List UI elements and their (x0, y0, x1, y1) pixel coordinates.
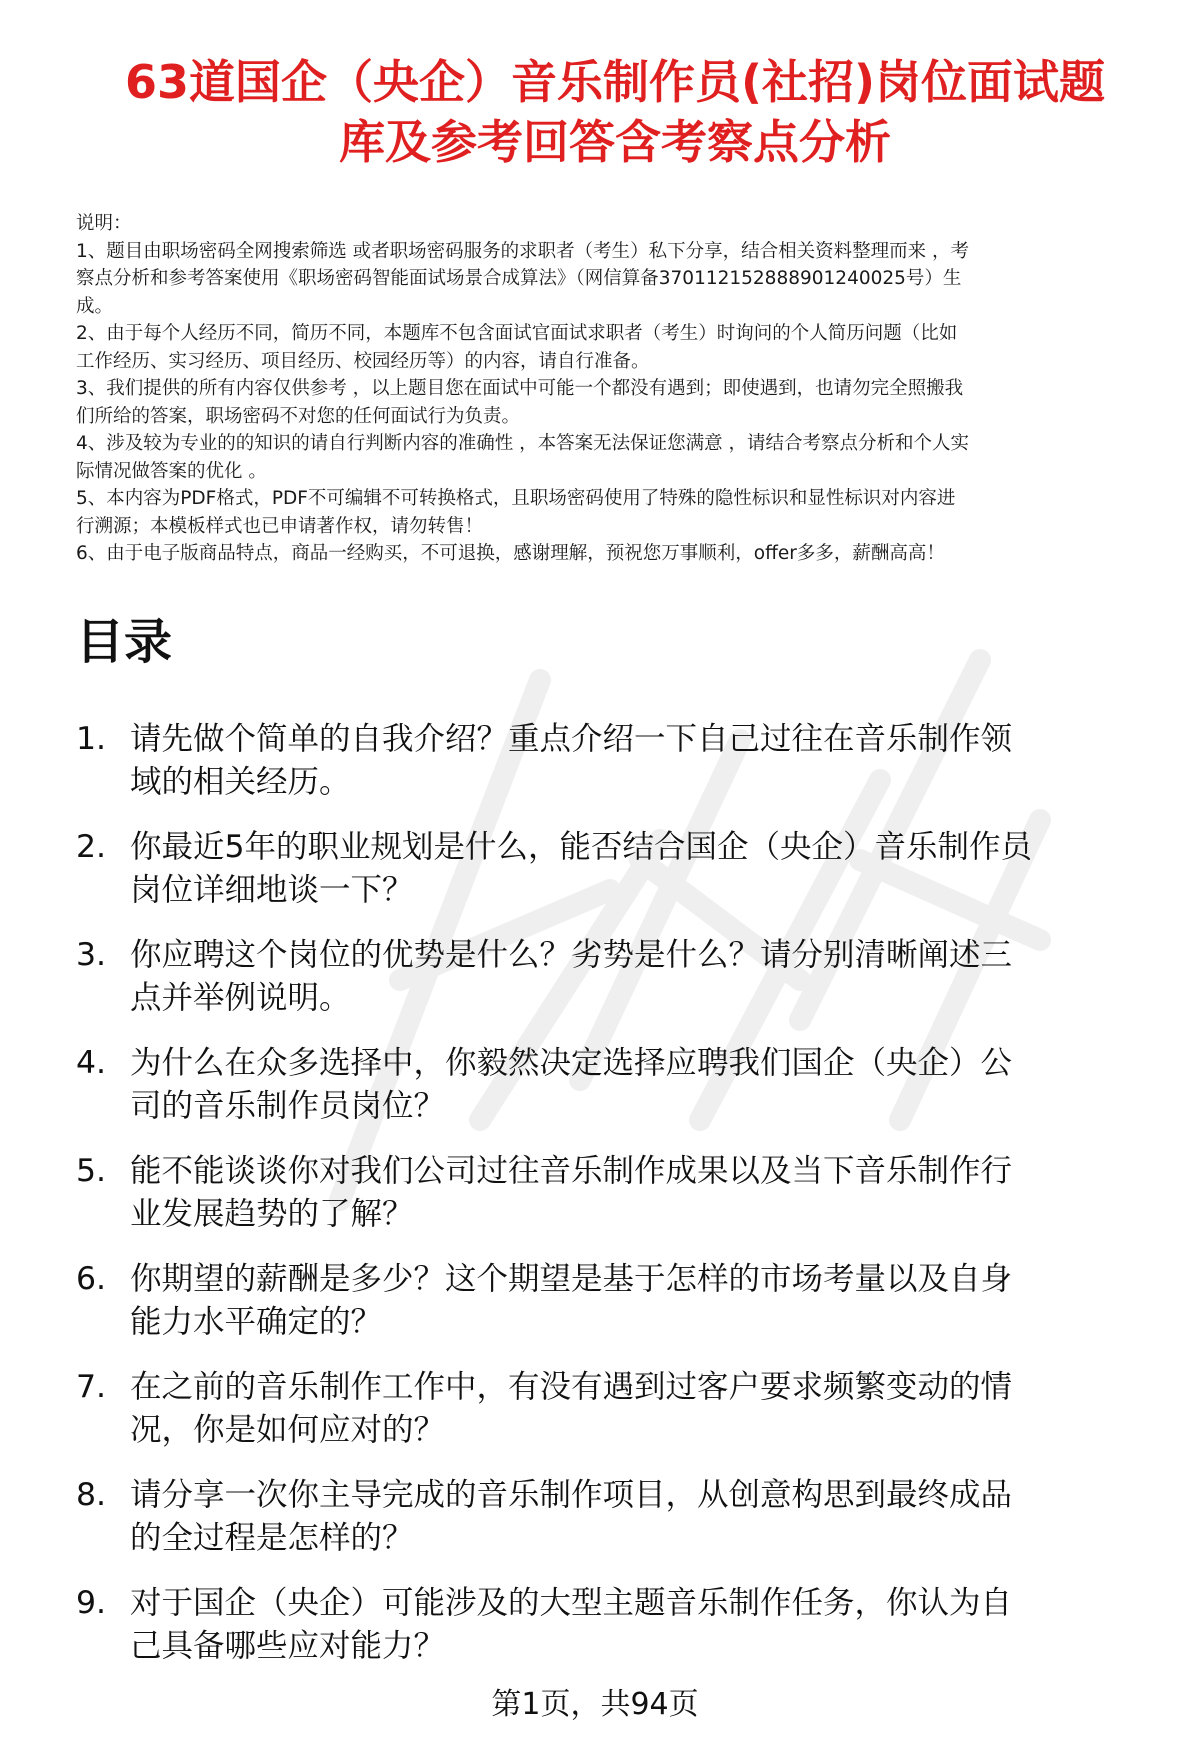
notes-line: 察点分析和参考答案使用《职场密码智能面试场景合成算法》（网信算备370112152888901240025号）生 (76, 268, 962, 289)
toc-item-text: 业发展趋势的了解？ (130, 1196, 414, 1232)
toc-item[interactable] (76, 1366, 1176, 1452)
toc-item-number: 9. (76, 1585, 107, 1621)
notes-line: 2、由于每个人经历不同，简历不同，本题库不包含面试官面试求职者（考生）时询问的个人简历问题（比如 (76, 323, 958, 344)
toc-item[interactable] (76, 934, 1176, 1020)
toc-item-number: 1. (76, 721, 107, 757)
notes-line: 际情况做答案的优化 。 (76, 460, 267, 482)
page-number: 第1页，共94页 (491, 1687, 699, 1722)
toc-item-number: 5. (76, 1153, 107, 1189)
toc-heading: 目录 (76, 614, 173, 670)
toc-item-text: 对于国企（央企）可能涉及的大型主题音乐制作任务，你认为自 (130, 1585, 1013, 1621)
toc-item[interactable] (76, 1258, 1176, 1344)
toc-item-text: 为什么在众多选择中，你毅然决定选择应聘我们国企（央企）公 (130, 1045, 1013, 1081)
toc-item-number: 6. (76, 1261, 107, 1297)
notes-line: 4、涉及较为专业的的知识的请自行判断内容的准确性 ，本答案无法保证您满意 ，请结合考察点分析和个人实 (76, 433, 970, 454)
document-title (60, 52, 1170, 172)
toc-item-text: 能不能谈谈你对我们公司过往音乐制作成果以及当下音乐制作行 (130, 1153, 1013, 1189)
toc-item-text: 请分享一次你主导完成的音乐制作项目，从创意构思到最终成品 (130, 1477, 1013, 1513)
document-title-line2: 库及参考回答含考察点分析 (339, 115, 891, 169)
notes-heading: 说明： (76, 213, 132, 234)
notes-line: 工作经历、实习经历、项目经历、校园经历等）的内容，请自行准备。 (76, 350, 650, 372)
notes-line: 6、由于电子版商品特点，商品一经购买，不可退换，感谢理解，预祝您万事顺利，offer多多，薪酬高高！ (76, 543, 945, 564)
toc-item[interactable] (76, 1150, 1176, 1236)
toc-item[interactable] (76, 1582, 1176, 1668)
toc-item-text: 域的相关经历。 (130, 764, 351, 800)
toc-item-text: 点并举例说明。 (130, 980, 351, 1016)
toc-item-number: 3. (76, 937, 107, 973)
notes-line: 行溯源；本模板样式也已申请著作权，请勿转售！ (76, 515, 484, 537)
toc-item-text: 况，你是如何应对的？ (130, 1412, 446, 1448)
toc-item-text: 司的音乐制作员岗位？ (130, 1088, 446, 1124)
toc-item-text: 你应聘这个岗位的优势是什么？劣势是什么？请分别清晰阐述三 (130, 937, 1013, 973)
toc-item[interactable] (76, 718, 1176, 804)
toc-list (76, 718, 1176, 1690)
notes-section (76, 210, 1166, 568)
toc-item[interactable] (76, 1042, 1176, 1128)
toc-item-number: 8. (76, 1477, 107, 1513)
notes-line: 成。 (76, 295, 114, 317)
toc-item-text: 的全过程是怎样的？ (130, 1520, 414, 1556)
document-title-line1: 63道国企（央企）音乐制作员(社招)岗位面试题 (124, 55, 1106, 109)
toc-item-text: 在之前的音乐制作工作中，有没有遇到过客户要求频繁变动的情 (130, 1369, 1013, 1405)
toc-item[interactable] (76, 826, 1176, 912)
notes-line: 们所给的答案，职场密码不对您的任何面试行为负责。 (76, 405, 521, 427)
notes-line: 1、题目由职场密码全网搜索筛选 或者职场密码服务的求职者（考生）私下分享，结合相关资料整理而来 ，考 (76, 240, 970, 262)
toc-item[interactable] (76, 1474, 1176, 1560)
notes-line: 3、我们提供的所有内容仅供参考 ，以上题目您在面试中可能一个都没有遇到；即使遇到，也请勿完全照搬我 (76, 378, 964, 399)
toc-item-text: 你期望的薪酬是多少？这个期望是基于怎样的市场考量以及自身 (130, 1261, 1013, 1297)
notes-line: 5、本内容为PDF格式，PDF不可编辑不可转换格式，且职场密码使用了特殊的隐性标识和显性标识对内容进 (76, 488, 956, 509)
toc-item-text: 你最近5年的职业规划是什么，能否结合国企（央企）音乐制作员 (130, 829, 1033, 865)
toc-item-text: 能力水平确定的？ (130, 1304, 383, 1340)
toc-item-text: 请先做个简单的自我介绍？重点介绍一下自己过往在音乐制作领 (130, 721, 1013, 757)
toc-item-number: 4. (76, 1045, 107, 1081)
toc-item-text: 岗位详细地谈一下？ (130, 872, 414, 908)
toc-item-number: 7. (76, 1369, 107, 1405)
toc-item-number: 2. (76, 829, 107, 865)
toc-item-text: 己具备哪些应对能力？ (130, 1628, 446, 1664)
